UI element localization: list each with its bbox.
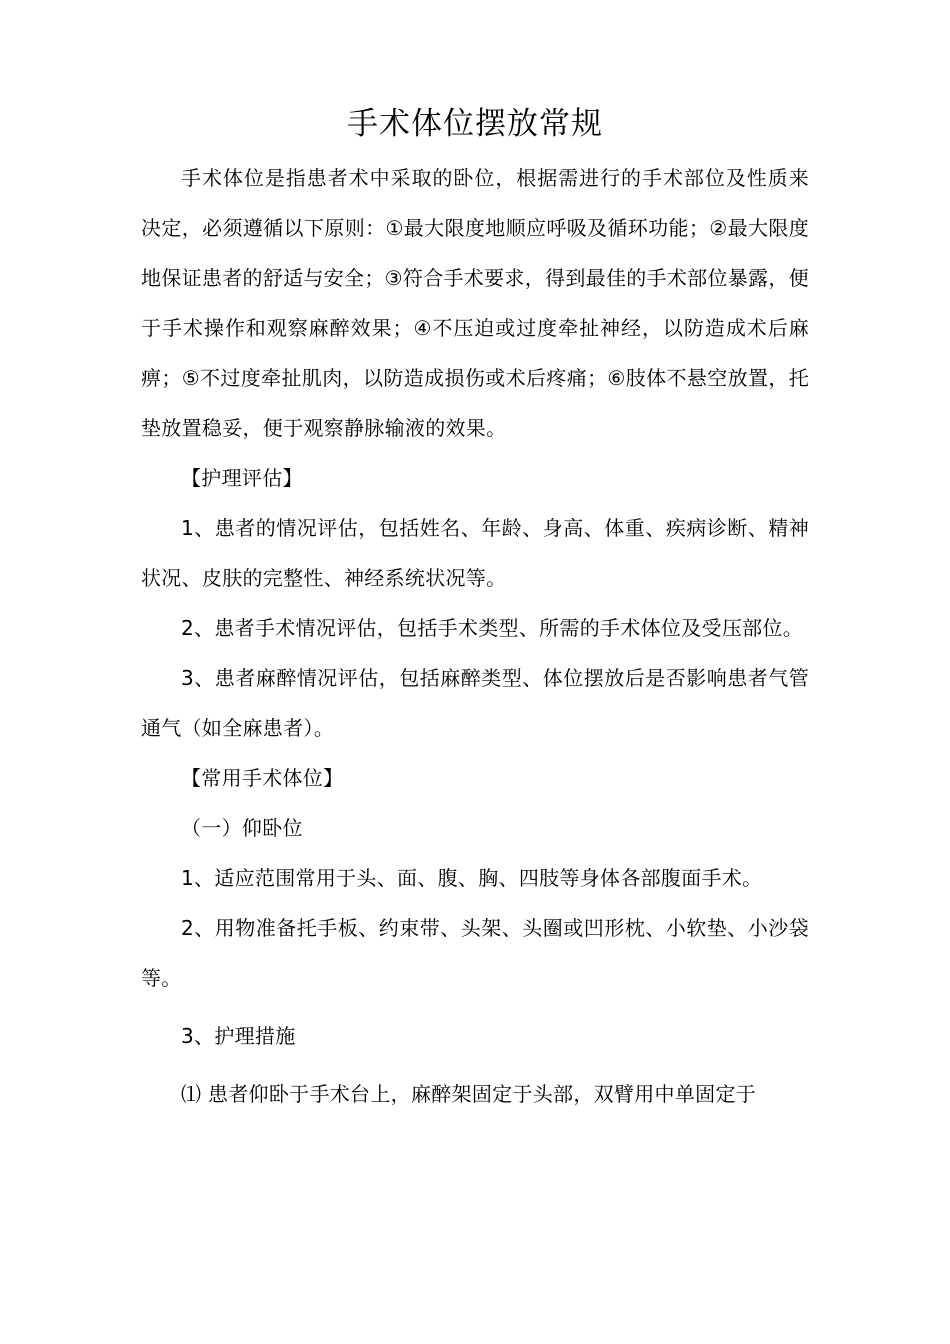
- paragraph-supine-3-1: ⑴ 患者仰卧于手术台上，麻醉架固定于头部，双臂用中单固定于: [181, 1082, 757, 1106]
- document-body: [141, 153, 809, 1119]
- section-heading-nursing-assessment: 【护理评估】: [181, 466, 303, 490]
- paragraph-supine-1: 1、适应范围常用于头、面、腹、胸、四肢等身体各部腹面手术。: [181, 866, 763, 890]
- section-heading-common-positions: 【常用手术体位】: [181, 766, 344, 790]
- document-title: 手术体位摆放常规: [347, 106, 603, 142]
- subheading-supine-position: （一）仰卧位: [181, 816, 303, 840]
- paragraph-supine-3: 3、护理措施: [181, 1024, 296, 1048]
- paragraph-assessment-2: 2、患者手术情况评估，包括手术类型、所需的手术体位及受压部位。: [181, 616, 804, 640]
- paragraph-supine-2: 2、用物准备托手板、约束带、头架、头圈或凹形枕、小软垫、小沙袋等。: [141, 916, 809, 990]
- paragraph-assessment-3: 3、患者麻醉情况评估，包括麻醉类型、体位摆放后是否影响患者气管通气（如全麻患者）。: [141, 666, 809, 740]
- paragraph-intro: 手术体位是指患者术中采取的卧位，根据需进行的手术部位及性质来决定，必须遵循以下原则：①最大限度地顺应呼吸及循环功能；②最大限度地保证患者的舒适与安全；③符合手术要求，得到最佳的手术部位暴露，便于手术操作和观察麻醉效果；④不压迫或过度牵扯神经，以防造成术后麻痹；⑤不过度牵扯肌肉，以防造成损伤或术后疼痛；⑥肢体不悬空放置，托垫放置稳妥，便于观察静脉输液的效果。: [141, 166, 809, 440]
- paragraph-assessment-1: 1、患者的情况评估，包括姓名、年龄、身高、体重、疾病诊断、精神状况、皮肤的完整性、神经系统状况等。: [141, 516, 809, 590]
